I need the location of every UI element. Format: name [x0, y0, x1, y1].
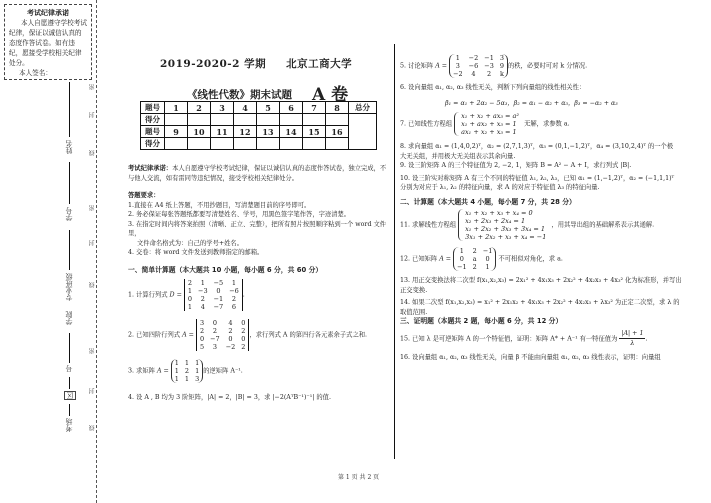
matrix-entry: 1	[187, 287, 193, 295]
matrix-entry: −5	[213, 279, 224, 287]
matrix-row	[185, 279, 242, 287]
section-title: 一、简单计算题（本大题共 10 小题，每小题 6 分，共 60 分）	[128, 265, 323, 274]
discipline-label: 考试纪律承诺：	[128, 165, 173, 172]
question-number-header: 题号	[141, 102, 165, 114]
question-text: 如果二次型 f(x₁,x₂,x₃) = x₁² + 2x₁x₂ + 4x₁x₃ + 2x₂² + 4x₂x₃ + λx₃² 为正定二次型，求 λ 的	[412, 299, 680, 306]
question-number: 10	[188, 126, 211, 138]
cut-mark: 密	[89, 205, 96, 211]
question-text: 设 A , B 均为 3 阶矩阵，|A| = 2，|B| = 3，求 |−2(AᵀB⁻¹)⁻¹| 的值.	[136, 394, 331, 401]
score-cell	[326, 114, 349, 126]
equation: x₁ + x₂ + x₃ + x₄ = 0	[465, 209, 533, 217]
term: 2019-2020-2 学期	[160, 58, 267, 70]
question-text: 的秩，必要时可对 k 分情况.	[508, 62, 588, 70]
question-number: 6	[280, 102, 303, 114]
matrix-entry: 2	[241, 327, 246, 335]
equation-system	[458, 209, 549, 241]
matrix-entry: −6	[468, 62, 479, 70]
math-var: D =	[169, 291, 182, 299]
pledge-title: 考试纪律承诺	[27, 9, 69, 17]
matrix-entry: 1	[184, 359, 190, 367]
university: 北京工商大学	[286, 58, 353, 70]
matrix-entry: k	[499, 70, 504, 78]
score-cell	[326, 138, 349, 150]
question-text: ，用其导出组的基础解系表示其通解.	[551, 221, 655, 229]
field-college-label: 学院	[65, 311, 73, 325]
matrix-entry: −7	[213, 303, 224, 311]
right-column	[400, 54, 705, 362]
equation: ax₁ + x₂ + x₃ = 1	[461, 128, 517, 136]
question-7	[400, 112, 705, 136]
score-cell	[211, 114, 234, 126]
score-cell	[280, 114, 303, 126]
equation: x₁ + ax₂ + x₃ = 1	[461, 120, 517, 128]
matrix-entry: 0	[228, 335, 233, 343]
question-number: 15.	[400, 335, 411, 342]
pledge-signature-label: 本人签名：	[19, 69, 52, 77]
question-12	[400, 247, 705, 271]
matrix-entry: 9	[499, 62, 504, 70]
math-var: A =	[156, 367, 169, 375]
score-table-row	[141, 102, 377, 114]
discipline-text: 本人自愿遵守学校考试纪律，保证以诚信认真的态度作答试卷，独立完成，不与他人交流，如有雷同等违纪情况，接受学校相关纪律处分。	[128, 165, 387, 182]
question-text: 不可相似对角化，求 a.	[498, 255, 563, 263]
matrix-entry: 1	[195, 367, 200, 375]
matrix-row	[454, 263, 495, 271]
matrix-entry: 0	[216, 287, 221, 295]
matrix-entry: 2	[228, 327, 233, 335]
question-text: 设向量组 α₁, α₂, α₃ 线性无关，向量 β 不能由向量组 α₁, α₂, α₃ 线性表示，证明：向量组	[412, 353, 661, 361]
matrix-grid	[185, 279, 242, 311]
total-score-cell	[349, 114, 377, 150]
equation-row	[462, 233, 549, 241]
equation-system	[454, 112, 522, 136]
equation-grid	[458, 112, 522, 136]
math-var: A =	[182, 331, 194, 339]
equation-grid	[462, 209, 549, 241]
question-number: 2	[188, 102, 211, 114]
question-number: 8	[326, 102, 349, 114]
equation: 3x₁ + 2x₂ + x₃ + x₄ = −1	[465, 233, 547, 241]
matrix	[453, 247, 496, 271]
question-text: 已知线性方程组	[408, 120, 453, 128]
matrix-row	[450, 62, 507, 70]
question-number: 15	[303, 126, 326, 138]
matrix-entry: 1	[455, 54, 460, 62]
matrix-grid	[454, 247, 495, 271]
question-text: 的逆矩阵 A⁻¹.	[203, 367, 243, 375]
cut-mark: 线	[89, 282, 96, 288]
question-5	[400, 54, 705, 78]
matrix-row	[172, 375, 202, 383]
matrix-entry: −3	[484, 62, 494, 70]
score-cell	[234, 114, 257, 126]
question-text: ，求行列式 A 的第四行各元素余子式之和.	[249, 331, 368, 339]
matrix-entry: 0	[459, 255, 464, 263]
field-major-class-label: 专业班级	[65, 273, 73, 301]
section-title: 二、计算题（本大题共 4 小题，每小题 7 分，共 28 分）	[400, 197, 576, 206]
equation: x₂ + 2x₃ + 2x₄ = 1	[465, 217, 526, 225]
score-cell	[280, 138, 303, 150]
score-header: 得分	[141, 138, 165, 150]
matrix-entry: 0	[485, 255, 490, 263]
question-number: 12.	[400, 255, 411, 263]
question-number: 5	[257, 102, 280, 114]
question-text: 分别为对应于 λ₁, λ₂ 的特征向量，求 A 的对应于特征值 λ₃ 的特征向量.	[400, 184, 600, 191]
matrix-entry: 1	[459, 247, 464, 255]
matrix-row	[450, 70, 507, 78]
matrix-row	[454, 255, 495, 263]
matrix-entry: −2	[453, 70, 463, 78]
score-cell	[257, 138, 280, 150]
formula: β₁ = α₁ + 2α₂ − 5α₃，β₂ = α₁ − α₂ + α₃，β₃ = −α₂ + α₃	[445, 99, 618, 107]
score-table-row	[141, 138, 377, 150]
matrix-entry: 1	[195, 359, 200, 367]
question-text: .	[242, 291, 245, 299]
matrix-entry: −2	[468, 54, 479, 62]
matrix-entry: 0	[212, 319, 217, 327]
matrix-entry: 0	[241, 335, 246, 343]
question-number: 10.	[400, 174, 411, 182]
matrix-entry: −1	[482, 247, 493, 255]
matrix-row	[185, 287, 242, 295]
question-text: 已知 λ 是可逆矩阵 A 的一个特征值，证明：矩阵 A* + A⁻¹ 有一特征值为	[412, 335, 618, 342]
question-number: 3.	[128, 367, 135, 375]
matrix-entry: 1	[200, 279, 205, 287]
discipline-statement	[128, 164, 390, 183]
score-cell	[188, 138, 211, 150]
score-cell	[188, 114, 211, 126]
matrix-entry: 1	[174, 359, 179, 367]
column-divider	[394, 44, 395, 459]
score-header: 得分	[141, 114, 165, 126]
requirement-item: 4. 交卷：将 word 文件发送到教师指定的邮箱。	[128, 249, 264, 256]
matrix-row	[172, 359, 202, 367]
question-number: 9	[165, 126, 188, 138]
matrix-entry: 1	[174, 367, 179, 375]
score-cell	[234, 138, 257, 150]
question-number: 3	[211, 102, 234, 114]
matrix-row	[197, 343, 248, 351]
question-4	[128, 393, 390, 403]
matrix-entry: 1	[184, 375, 190, 383]
question-number: 13.	[400, 277, 411, 284]
score-table-row	[141, 126, 377, 138]
question-number: 12	[234, 126, 257, 138]
question-text: 计算行列式	[136, 291, 168, 299]
question-number: 2.	[128, 331, 135, 339]
question-number-header: 题号	[141, 126, 165, 138]
field-line	[69, 404, 70, 416]
determinant	[196, 319, 249, 351]
cut-mark: 线	[89, 425, 96, 431]
matrix-entry: 2	[241, 343, 246, 351]
question-text: 讨论矩阵	[408, 62, 434, 70]
matrix-grid	[172, 359, 202, 383]
math-var: A =	[435, 62, 448, 70]
math-var: A =	[439, 255, 452, 263]
question-text: 已知四阶行列式	[136, 331, 181, 339]
matrix-row	[185, 303, 242, 311]
question-text: 用正交变换法将二次型 f(x₁,x₂,x₃) = 2x₁² + 4x₁x₃ + 2x₂² + 4x₂x₃ + 4x₃² 化为标准形，并写出	[412, 277, 682, 284]
score-table-row	[141, 114, 377, 126]
field-exam-room-label: 考场	[65, 418, 73, 432]
score-cell	[165, 138, 188, 150]
pledge-box	[4, 4, 92, 80]
question-number: 4.	[128, 394, 135, 401]
matrix-entry: 0	[199, 335, 205, 343]
equation-row	[462, 209, 549, 217]
equation: x₁ + 2x₂ + 3x₃ + 3x₄ = 1	[465, 225, 546, 233]
equation-row	[458, 128, 522, 136]
matrix-row	[454, 247, 495, 255]
matrix-entry: 0	[241, 319, 246, 327]
equation-row	[458, 112, 522, 120]
matrix-entry: −2	[225, 343, 236, 351]
question-number: 8.	[400, 143, 407, 150]
requirement-item: 1.直接在 A4 纸上答题，不用抄题目，写清楚题目前的序号即可。	[128, 201, 311, 209]
question-number: 7	[303, 102, 326, 114]
question-text: 无解，求参数 a.	[524, 120, 570, 128]
matrix-entry: 2	[212, 327, 217, 335]
matrix-entry: 1	[231, 279, 237, 287]
fraction-numerator: |A| + 1	[619, 329, 645, 340]
matrix-entry: 6	[231, 303, 237, 311]
matrix-grid	[197, 319, 248, 351]
question-number: 16	[326, 126, 349, 138]
question-number: 16.	[400, 353, 411, 361]
matrix-entry: 5	[199, 343, 205, 351]
question-number: 11	[211, 126, 234, 138]
question-13	[400, 276, 705, 295]
section-title: 三、证明题（本题共 2 题，每小题 6 分，共 12 分）	[400, 317, 563, 325]
exam-header-line1	[160, 56, 372, 71]
matrix-entry: 3	[199, 319, 205, 327]
question-text: 求解线性方程组	[412, 221, 457, 229]
matrix-entry: 4	[471, 70, 476, 78]
question-3	[128, 359, 390, 383]
cut-mark: 密	[89, 84, 96, 90]
matrix-row	[450, 54, 507, 62]
score-cell	[303, 114, 326, 126]
matrix-entry: 2	[486, 70, 492, 78]
question-8	[400, 142, 705, 161]
question-number: 6.	[400, 84, 407, 91]
matrix-entry: 2	[472, 263, 477, 271]
question-number: 9.	[400, 162, 407, 169]
question-number: 1.	[128, 291, 135, 299]
question-text: 正交变换.	[400, 286, 428, 294]
question-text: 设向量组 α₁, α₂, α₃ 线性无关，判断下列向量组的线性相关性：	[408, 84, 586, 91]
matrix-entry: 3	[455, 62, 460, 70]
page-footer: 第 1 页 共 2 页	[338, 474, 380, 481]
matrix-entry: −6	[229, 287, 239, 295]
question-number: 1	[165, 102, 188, 114]
score-cell	[211, 138, 234, 150]
question-14	[400, 298, 705, 317]
equation-row	[458, 120, 522, 128]
question-number: 13	[257, 126, 280, 138]
matrix-entry: −3	[198, 287, 208, 295]
matrix-entry: 1	[174, 375, 179, 383]
matrix-row	[197, 327, 248, 335]
question-text: 取值范围.	[400, 308, 428, 316]
field-line	[69, 333, 70, 363]
cut-mark: 封	[89, 388, 96, 394]
question-9	[400, 161, 705, 171]
matrix-row	[197, 335, 248, 343]
matrix-entry: −1	[484, 54, 494, 62]
fraction-denominator: λ	[630, 340, 635, 347]
field-seat-label: 号	[65, 365, 73, 372]
question-number: 4	[234, 102, 257, 114]
matrix-entry: 2	[187, 279, 193, 287]
question-text: 已知矩阵	[412, 255, 438, 263]
matrix-entry: a	[472, 255, 477, 263]
matrix-entry: 2	[200, 295, 205, 303]
matrix-entry: 1	[187, 303, 193, 311]
requirement-item: 3. 在指定时间内将答案拍照（清晰、正立、完整），把所有照片按照顺序粘到一个 word 文件里，	[128, 220, 387, 237]
matrix-entry: 4	[200, 303, 205, 311]
paper-version: A 卷	[312, 85, 349, 105]
field-name-label: 姓名	[65, 140, 73, 154]
question-number: 11.	[400, 221, 411, 229]
matrix-row	[185, 295, 242, 303]
matrix-entry: 4	[228, 319, 233, 327]
field-line	[69, 377, 70, 389]
question-15: 15. 已知 λ 是可逆矩阵 A 的一个特征值，证明：矩阵 A* + A⁻¹ 有一特征值为 $\frac{|A| + 1}{\lambda}$ .	[400, 329, 648, 347]
question-6	[400, 83, 705, 108]
left-column	[128, 164, 390, 403]
field-zone-label: 区	[66, 392, 74, 399]
fraction	[619, 329, 645, 349]
question-number: 7.	[400, 120, 407, 128]
matrix-entry: 2	[199, 327, 205, 335]
cut-mark: 线	[89, 150, 96, 156]
matrix	[449, 54, 508, 78]
question-number: 14	[280, 126, 303, 138]
question-10	[400, 174, 705, 193]
course-title: 《线性代数》期末试题	[187, 89, 292, 101]
field-line	[69, 230, 70, 270]
question-text: 求矩阵	[136, 367, 155, 375]
question-text: 设三阶实对称矩阵 A 有三个不同的特征值 λ₁, λ₂, λ₃，已知 α₁ = (1,−1,2)ᵀ，α₂ = (−1,1,1)ᵀ	[412, 174, 675, 182]
field-line	[69, 82, 70, 137]
matrix-entry: 3	[195, 375, 200, 383]
question-16	[400, 353, 705, 363]
score-table	[140, 101, 377, 150]
equation-row	[462, 217, 549, 225]
matrix-entry: −1	[213, 295, 224, 303]
equation: x₁ + x₂ + ax₃ = a²	[461, 112, 520, 120]
matrix-entry: 2	[184, 367, 190, 375]
question-number: 5.	[400, 62, 407, 70]
matrix-entry: −1	[457, 263, 467, 271]
matrix-entry: 2	[472, 247, 477, 255]
equation-row	[462, 225, 549, 233]
cut-mark: 封	[89, 240, 96, 246]
question-1	[128, 279, 390, 311]
field-student-id-label: 学号	[65, 207, 73, 221]
question-11	[400, 209, 705, 241]
field-line	[69, 162, 70, 204]
matrix-entry: 2	[231, 295, 237, 303]
requirement-item: 文件命名格式为：自己的学号+姓名。	[137, 239, 244, 247]
matrix	[171, 359, 203, 383]
cut-mark: 密	[89, 348, 96, 354]
matrix-entry: 1	[485, 263, 490, 271]
question-text: 设三阶矩阵 A 的三个特征值为 2, −2, 1，矩阵 B = A² − A + I，求行列式 |B|.	[408, 162, 632, 169]
score-cell	[257, 114, 280, 126]
matrix-row	[172, 367, 202, 375]
question-text: 求向量组 α₁ = (1,4,0,2)ᵀ，α₂ = (2,7,1,3)ᵀ，α₃ = (0,1,−1,2)ᵀ，α₄ = (3,10,2,4)ᵀ 的一个极	[408, 143, 674, 150]
score-cell	[165, 114, 188, 126]
requirement-item: 2. 务必保证每张答题纸都要写清楚姓名、学号，用黑色签字笔作答，字迹清楚。	[128, 211, 351, 218]
requirements-label: 答题要求：	[128, 192, 160, 199]
total-score-header: 总分	[349, 102, 377, 114]
matrix-entry: 0	[187, 295, 193, 303]
matrix-entry: −7	[210, 335, 220, 343]
question-text: 大无关组，并用极大无关组表示其余向量.	[400, 152, 516, 160]
score-cell	[303, 138, 326, 150]
pledge-text: 本人自愿遵守学校考试纪律，保证以诚信认真的态度作答试卷。如有违纪，愿接受学校相关纪律处分。	[9, 19, 87, 67]
matrix-grid	[450, 54, 507, 78]
cut-mark: 封	[89, 112, 96, 118]
matrix-entry: 3	[212, 343, 217, 351]
question-2	[128, 319, 390, 351]
determinant	[184, 279, 243, 311]
matrix-entry: 3	[499, 54, 504, 62]
question-number: 14.	[400, 299, 411, 306]
matrix-row	[197, 319, 248, 327]
